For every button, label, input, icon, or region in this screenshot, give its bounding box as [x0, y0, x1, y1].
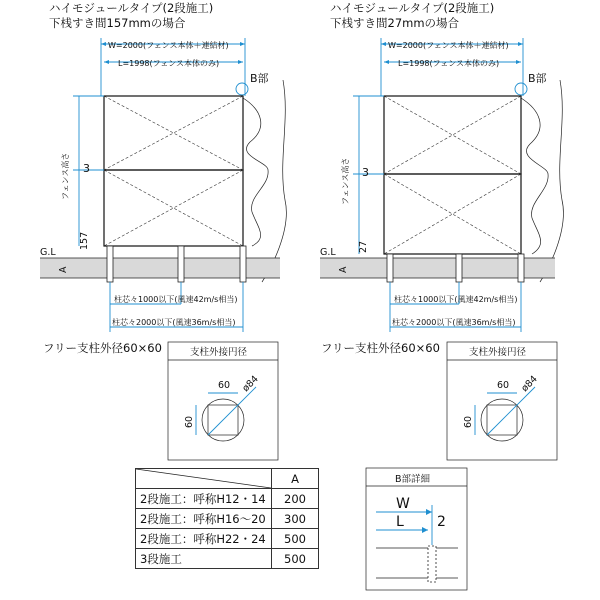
table-row-label: 2段施工：呼称H16～20	[136, 509, 272, 529]
left-a: A	[58, 266, 69, 273]
right-upper-panel	[384, 96, 521, 174]
left-lower-panel	[104, 170, 243, 246]
right-post1: 柱芯々1000以下(風速42m/s相当)	[394, 295, 518, 304]
left-height-label: フェンス高さ	[61, 152, 70, 200]
right-lower-panel	[384, 174, 521, 254]
table-row-value: 500	[272, 529, 319, 549]
right-a: A	[338, 266, 349, 273]
left-b-label: B部	[250, 72, 269, 85]
table-row-value: 500	[272, 549, 319, 569]
b-detail-title: B部詳細	[395, 474, 431, 485]
left-post2: 柱芯々2000以下(風速36m/s相当)	[112, 318, 236, 327]
table-row-label: 2段施工：呼称H22・24	[136, 529, 272, 549]
right-height-label: フェンス高さ	[341, 157, 350, 205]
left-b-marker	[236, 83, 248, 95]
post-detail-right	[321, 341, 557, 460]
left-dim-h: 60	[184, 415, 195, 428]
table-header-a: A	[272, 469, 319, 489]
right-b-label: B部	[528, 72, 547, 85]
table-row	[136, 529, 319, 549]
left-upper-panel	[104, 96, 243, 170]
b-detail-w: W	[396, 496, 410, 512]
right-dim-h: 60	[463, 415, 474, 428]
right-title-2: 下桟すき間27mmの場合	[330, 16, 460, 30]
left-gap: 157	[79, 231, 90, 250]
right-gap: 27	[358, 240, 369, 253]
right-post2: 柱芯々2000以下(風速36m/s相当)	[392, 318, 516, 327]
table-row	[136, 509, 319, 529]
left-title-2: 下桟すき間157mmの場合	[49, 16, 186, 30]
right-gl: G.L	[320, 247, 336, 258]
table-row-label: 3段施工	[136, 549, 272, 569]
right-dim-w: 60	[497, 380, 510, 391]
table-row-value: 200	[272, 489, 319, 509]
left-dim-w: 60	[218, 380, 231, 391]
a-value-table	[135, 468, 319, 569]
left-three: 3	[83, 162, 90, 175]
right-title-1: ハイモジュールタイプ(2段施工)	[330, 1, 495, 15]
right-detail-title: 支柱外接円径	[469, 347, 527, 358]
table-row-value: 300	[272, 509, 319, 529]
left-l-label: L=1998(フェンス本体のみ)	[118, 59, 220, 68]
table-header-row	[136, 469, 319, 489]
b-detail-two: 2	[437, 514, 446, 530]
left-gl: G.L	[40, 247, 56, 258]
right-free-label: フリー支柱外径60×60	[321, 341, 440, 355]
b-detail	[366, 468, 467, 590]
right-three: 3	[362, 166, 369, 179]
table-corner-cell	[136, 469, 272, 489]
right-elevation	[320, 1, 563, 332]
table-row	[136, 489, 319, 509]
right-l-label: L=1998(フェンス本体のみ)	[398, 59, 500, 68]
right-dia: ø84	[519, 373, 540, 395]
table-row	[136, 549, 319, 569]
b-detail-l: L	[396, 514, 404, 530]
left-elevation	[40, 1, 286, 332]
left-w-label: W=2000(フェンス本体＋連結材)	[108, 41, 229, 50]
right-w-label: W=2000(フェンス本体＋連結材)	[388, 41, 509, 50]
right-b-marker	[515, 83, 527, 95]
table-row-label: 2段施工：呼称H12・14	[136, 489, 272, 509]
left-detail-title: 支柱外接円径	[190, 347, 248, 358]
left-dia: ø84	[240, 373, 261, 395]
left-post1: 柱芯々1000以下(風速42m/s相当)	[114, 295, 238, 304]
post-detail-left	[43, 341, 278, 460]
left-free-label: フリー支柱外径60×60	[43, 341, 162, 355]
left-title-1: ハイモジュールタイプ(2段施工)	[49, 1, 214, 15]
